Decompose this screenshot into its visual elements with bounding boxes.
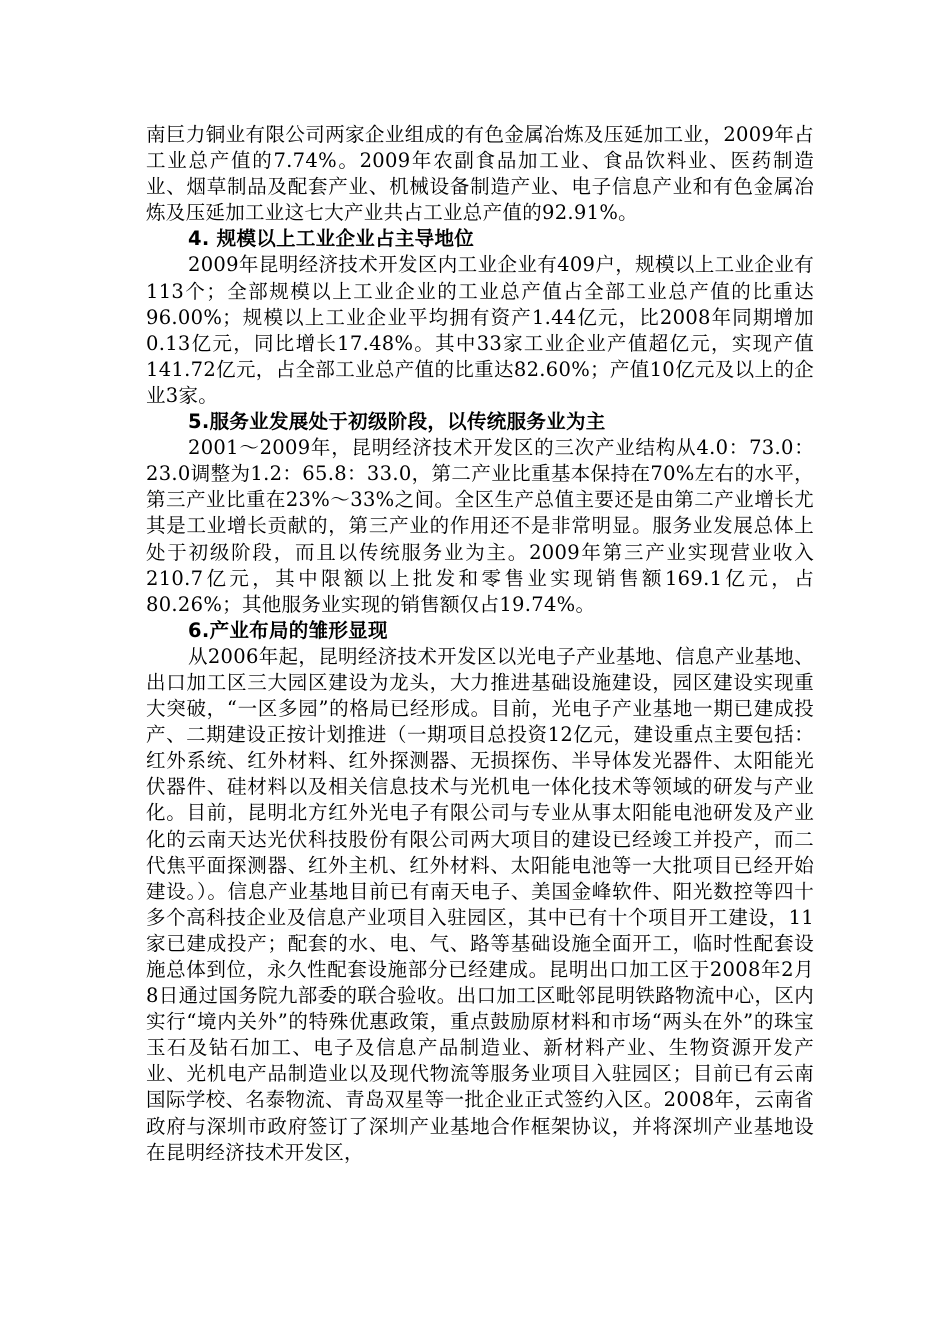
- section-6-heading: 6.产业布局的雏形显现: [188, 618, 388, 642]
- section-5-paragraph: 2001～2009年，昆明经济技术开发区的三次产业结构从4.0：73.0：23.0调整为1.2：65.8：33.0，第二产业比重基本保持在70%左右的水平，第三产业比重在23%～33%之间。全区生产总值主要还是由第二产业增长尤其是工业增长贡献的，第三产业的作用还不是非常明显。服务业发展总体上处于初级阶段，而且以传统服务业为主。2009年第三产业实现营业收入210.7亿元，其中限额以上批发和零售业实现销售额169.1亿元，占80.26%；其他服务业实现的销售额仅占19.74%。: [146, 436, 814, 616]
- section-4-paragraph: 2009年昆明经济技术开发区内工业企业有409户，规模以上工业企业有113个；全部规模以上工业企业的工业总产值占全部工业总产值的比重达96.00%；规模以上工业企业平均拥有资产1.44亿元，比2008年同期增加0.13亿元，同比增长17.48%。其中33家工业企业产值超亿元，实现产值141.72亿元，占全部工业总产值的比重达82.60%；产值10亿元及以上的企业3家。: [146, 253, 814, 407]
- document-page: [146, 122, 814, 1166]
- section-6-paragraph: 从2006年起，昆明经济技术开发区以光电子产业基地、信息产业基地、出口加工区三大园区建设为龙头，大力推进基础设施建设，园区建设实现重大突破，“一区多园”的格局已经形成。目前，光电子产业基地一期已建成投产、二期建设正按计划推进（一期项目总投资12亿元，建设重点主要包括：红外系统、红外材料、红外探测器、无损探伤、半导体发光器件、太阳能光伏器件、硅材料以及相关信息技术与光机电一体化技术等领域的研发与产业化。目前，昆明北方红外光电子有限公司与专业从事太阳能电池研发及产业化的云南天达光伏科技股份有限公司两大项目的建设已经竣工并投产，而二代焦平面探测器、红外主机、红外材料、太阳能电池等一大批项目已经开始建设。）。信息产业基地目前已有南天电子、美国金峰软件、阳光数控等四十多个高科技企业及信息产业项目入驻园区，其中已有十个项目开工建设，11家已建成投产；配套的水、电、气、路等基础设施全面开工，临时性配套设施总体到位，永久性配套设施部分已经建成。昆明出口加工区于2008年2月8日通过国务院九部委的联合验收。出口加工区毗邻昆明铁路物流中心，区内实行“境内关外”的特殊优惠政策，重点鼓励原材料和市场“两头在外”的珠宝玉石及钻石加工、电子及信息产品制造业、新材料产业、生物资源开发产业、光机电产品制造业以及现代物流等服务业项目入驻园区；目前已有云南国际学校、名泰物流、青岛双星等一批企业正式签约入区。2008年，云南省政府与深圳市政府签订了深圳产业基地合作框架协议，并将深圳产业基地设在昆明经济技术开发区，: [146, 644, 814, 1164]
- section-4-heading: 4. 规模以上工业企业占主导地位: [188, 227, 475, 251]
- section-5-heading: 5.服务业发展处于初级阶段，以传统服务业为主: [188, 410, 606, 434]
- intro-paragraph: 南巨力铜业有限公司两家企业组成的有色金属冶炼及压延加工业，2009年占工业总产值的7.74%。2009年农副食品加工业、食品饮料业、医药制造业、烟草制品及配套产业、机械设备制造产业、电子信息产业和有色金属冶炼及压延加工业这七大产业共占工业总产值的92.91%。: [146, 123, 814, 225]
